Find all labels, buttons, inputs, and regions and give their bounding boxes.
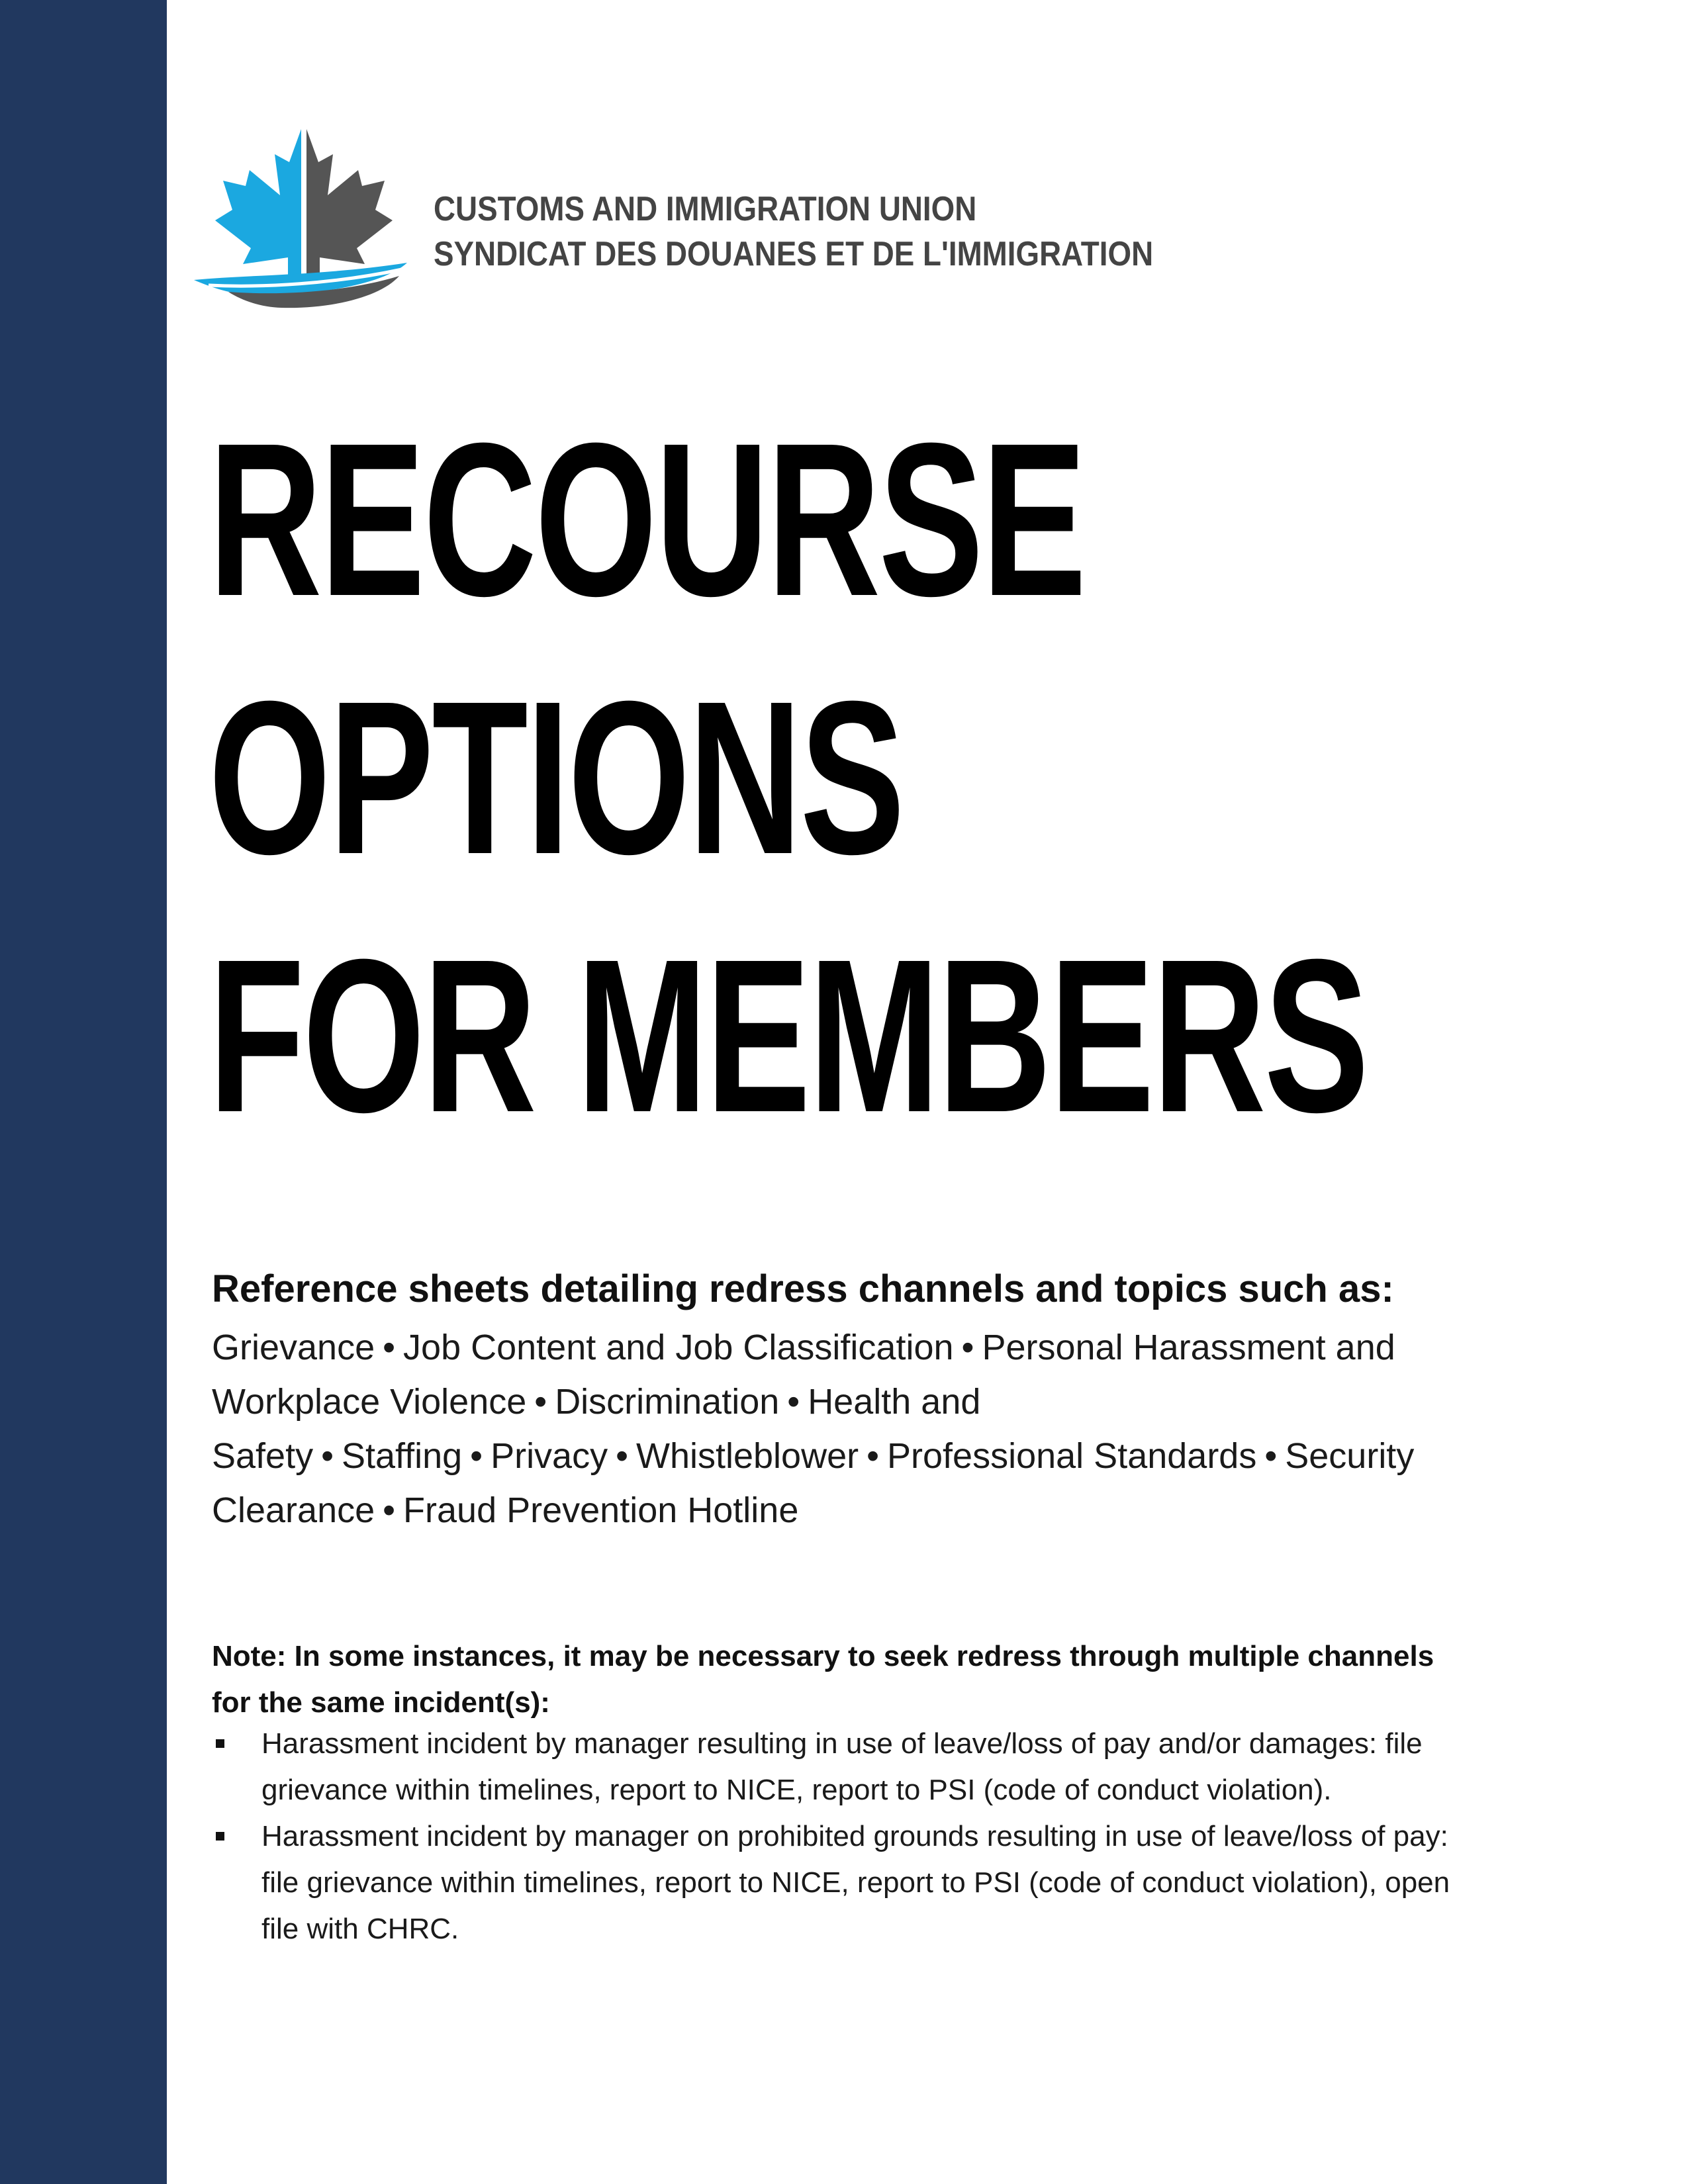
organization-name-english: CUSTOMS AND IMMIGRATION UNION (434, 190, 977, 228)
reference-heading: Reference sheets detailing redress channels and topics such as: (212, 1267, 1394, 1310)
topics-list (212, 1320, 1523, 1537)
topic-item: Privacy (491, 1436, 608, 1476)
title-line-2: OPTIONS (209, 655, 904, 899)
topic-item: Health and Safety (212, 1382, 981, 1476)
page-title (209, 390, 1368, 1165)
topic-item: Discrimination (555, 1382, 780, 1422)
topic-separator: • (470, 1436, 483, 1476)
organization-name (434, 187, 1154, 277)
topic-separator: • (383, 1490, 396, 1530)
topic-item: Personal Harassment and Workplace Violence (212, 1328, 1395, 1422)
topic-separator: • (1264, 1436, 1278, 1476)
organization-name-french: SYNDICAT DES DOUANES ET DE L'IMMIGRATION (434, 235, 1154, 273)
topic-item: Staffing (342, 1436, 463, 1476)
topic-separator: • (787, 1382, 800, 1422)
list-item-text: Harassment incident by manager resulting in use of leave/loss of pay and/or damages: file grievance within timelines, report to NICE, report to PSI (code of conduct violation). (261, 1727, 1423, 1806)
square-bullet-icon (216, 1739, 224, 1748)
topic-item: Fraud Prevention Hotline (403, 1490, 799, 1530)
topic-item: Whistleblower (636, 1436, 859, 1476)
topic-separator: • (961, 1328, 974, 1367)
title-line-1: RECOURSE (209, 397, 1085, 641)
topic-item: Job Content and Job Classification (403, 1328, 954, 1367)
topic-separator: • (321, 1436, 334, 1476)
maple-leaf-wave-logo-icon (189, 122, 414, 328)
list-item (212, 1813, 1470, 1952)
topic-separator: • (616, 1436, 628, 1476)
title-line-3: FOR MEMBERS (209, 913, 1368, 1158)
list-item (212, 1721, 1470, 1813)
topic-separator: • (534, 1382, 547, 1422)
topic-separator: • (383, 1328, 396, 1367)
union-logo (189, 122, 414, 328)
sidebar-band (0, 0, 167, 2184)
list-item-text: Harassment incident by manager on prohibited grounds resulting in use of leave/loss of pay: file grievance within timelines, report to NICE, report to PSI (code of conduct violation), open file with CHRC. (261, 1820, 1450, 1945)
note-bullet-list (212, 1721, 1470, 1952)
note-text: Note: In some instances, it may be necessary to seek redress through multiple channels for the same incident(s): (212, 1640, 1434, 1719)
topic-item: Professional Standards (887, 1436, 1257, 1476)
topic-separator: • (867, 1436, 880, 1476)
topic-item: Security Clearance (212, 1436, 1415, 1530)
topic-item: Grievance (212, 1328, 375, 1367)
square-bullet-icon (216, 1832, 224, 1841)
